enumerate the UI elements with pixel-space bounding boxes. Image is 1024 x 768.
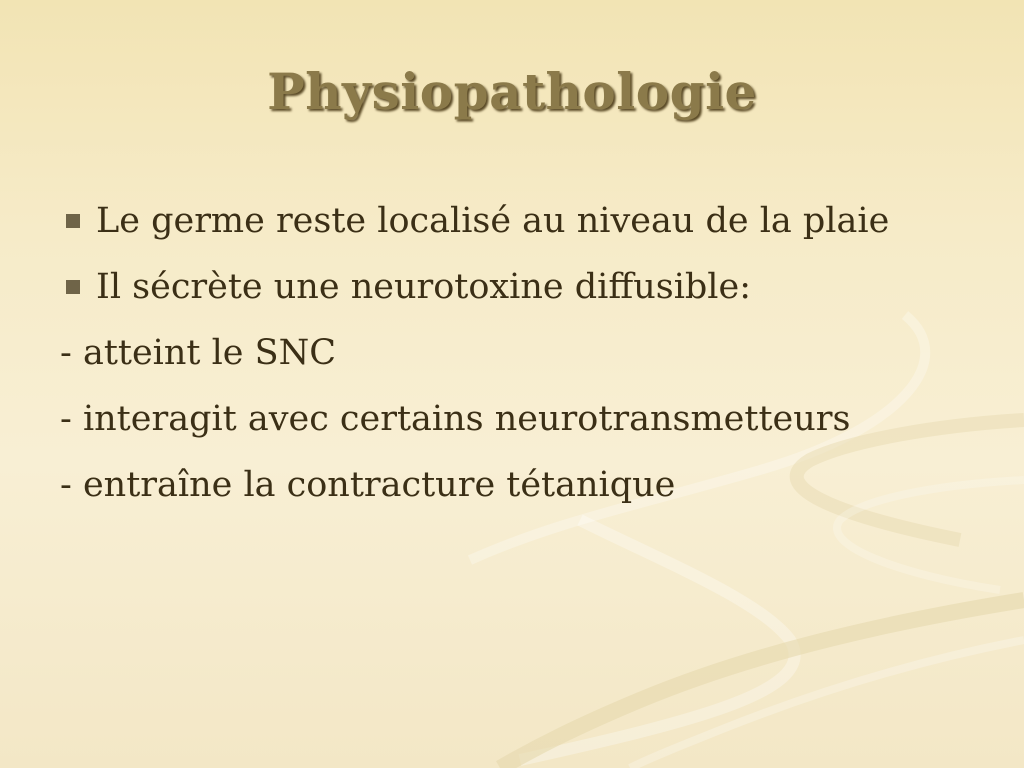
bullet-item [60, 188, 980, 254]
slide-title: Physiopathologie [267, 62, 757, 121]
dash-text: - entraîne la contracture tétanique [60, 465, 676, 505]
dash-item [60, 386, 980, 452]
square-bullet-icon [66, 214, 80, 228]
slide-content [60, 188, 980, 518]
dash-text: - atteint le SNC [60, 333, 337, 373]
dash-item [60, 452, 980, 518]
square-bullet-icon [66, 280, 80, 294]
dash-item [60, 320, 980, 386]
bullet-text: Il sécrète une neurotoxine diffusible: [96, 267, 752, 307]
dash-text: - interagit avec certains neurotransmetteurs [60, 399, 851, 439]
bullet-text: Le germe reste localisé au niveau de la plaie [96, 201, 890, 241]
bullet-item [60, 254, 980, 320]
